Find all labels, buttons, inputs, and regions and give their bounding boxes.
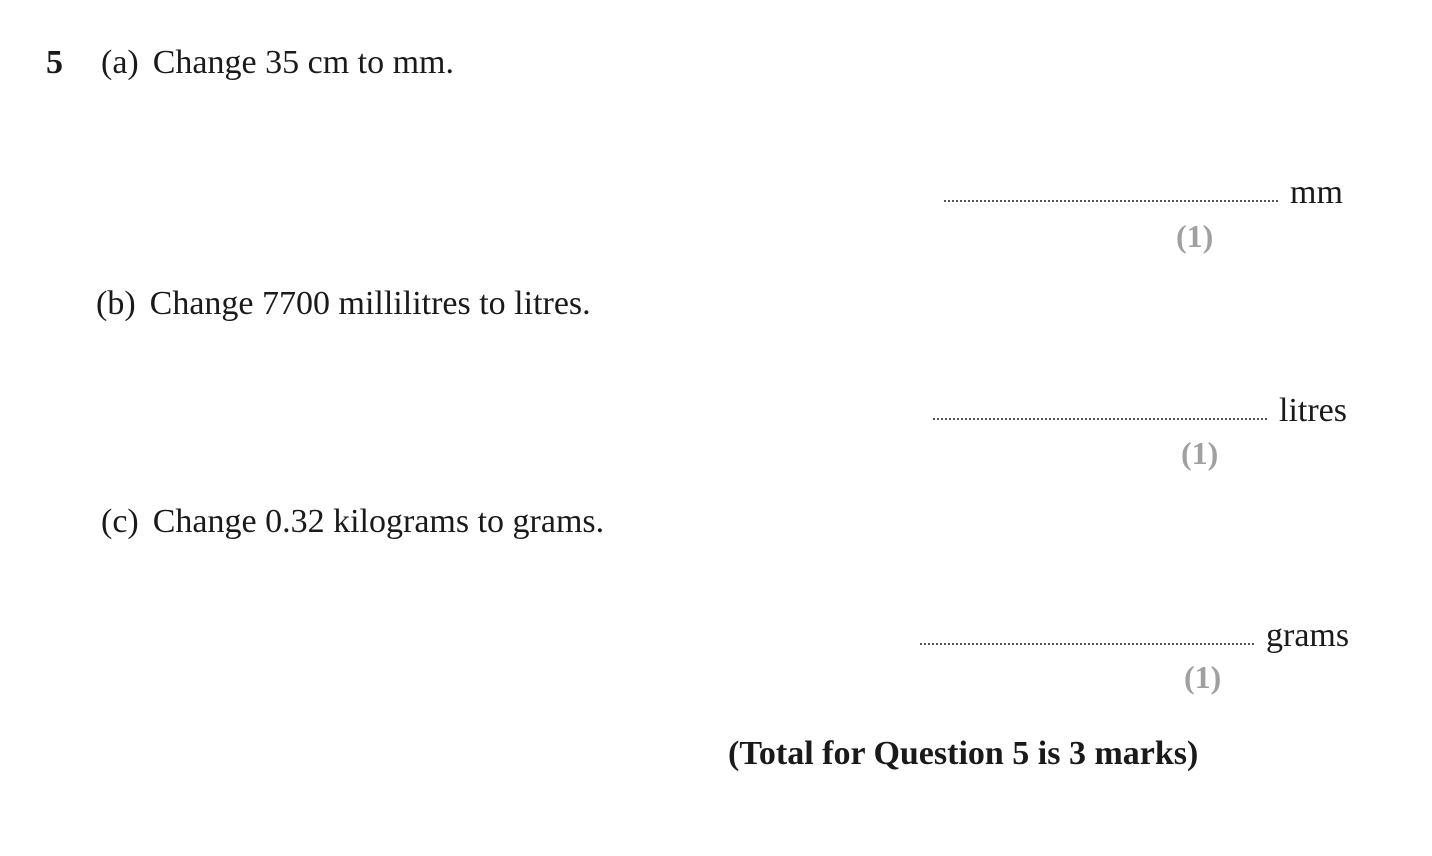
part-text: Change 7700 millilitres to litres.: [149, 285, 591, 322]
answer-unit: litres: [1279, 392, 1347, 429]
answer-unit: grams: [1266, 617, 1350, 654]
question-part-b: [96, 285, 591, 323]
part-label: (a): [101, 44, 139, 81]
answer-dotted-line[interactable]: [944, 200, 1278, 202]
part-text: Change 0.32 kilograms to grams.: [152, 503, 605, 540]
part-label: (c): [101, 503, 139, 540]
question-number: 5: [46, 44, 63, 81]
answer-unit: mm: [1290, 174, 1343, 211]
answer-line-a[interactable]: [944, 176, 1343, 210]
question-total: (Total for Question 5 is 3 marks): [728, 735, 1199, 772]
question-part-a: [101, 44, 454, 82]
marks-indicator: (1): [1176, 218, 1214, 254]
part-label: (b): [96, 285, 136, 322]
answer-line-c[interactable]: [920, 619, 1349, 653]
answer-line-b[interactable]: [933, 394, 1347, 428]
question-part-c: [101, 503, 604, 541]
marks-indicator: (1): [1184, 659, 1222, 695]
part-text: Change 35 cm to mm.: [152, 44, 454, 81]
answer-dotted-line[interactable]: [933, 418, 1267, 420]
marks-indicator: (1): [1181, 435, 1219, 471]
answer-dotted-line[interactable]: [920, 643, 1254, 645]
